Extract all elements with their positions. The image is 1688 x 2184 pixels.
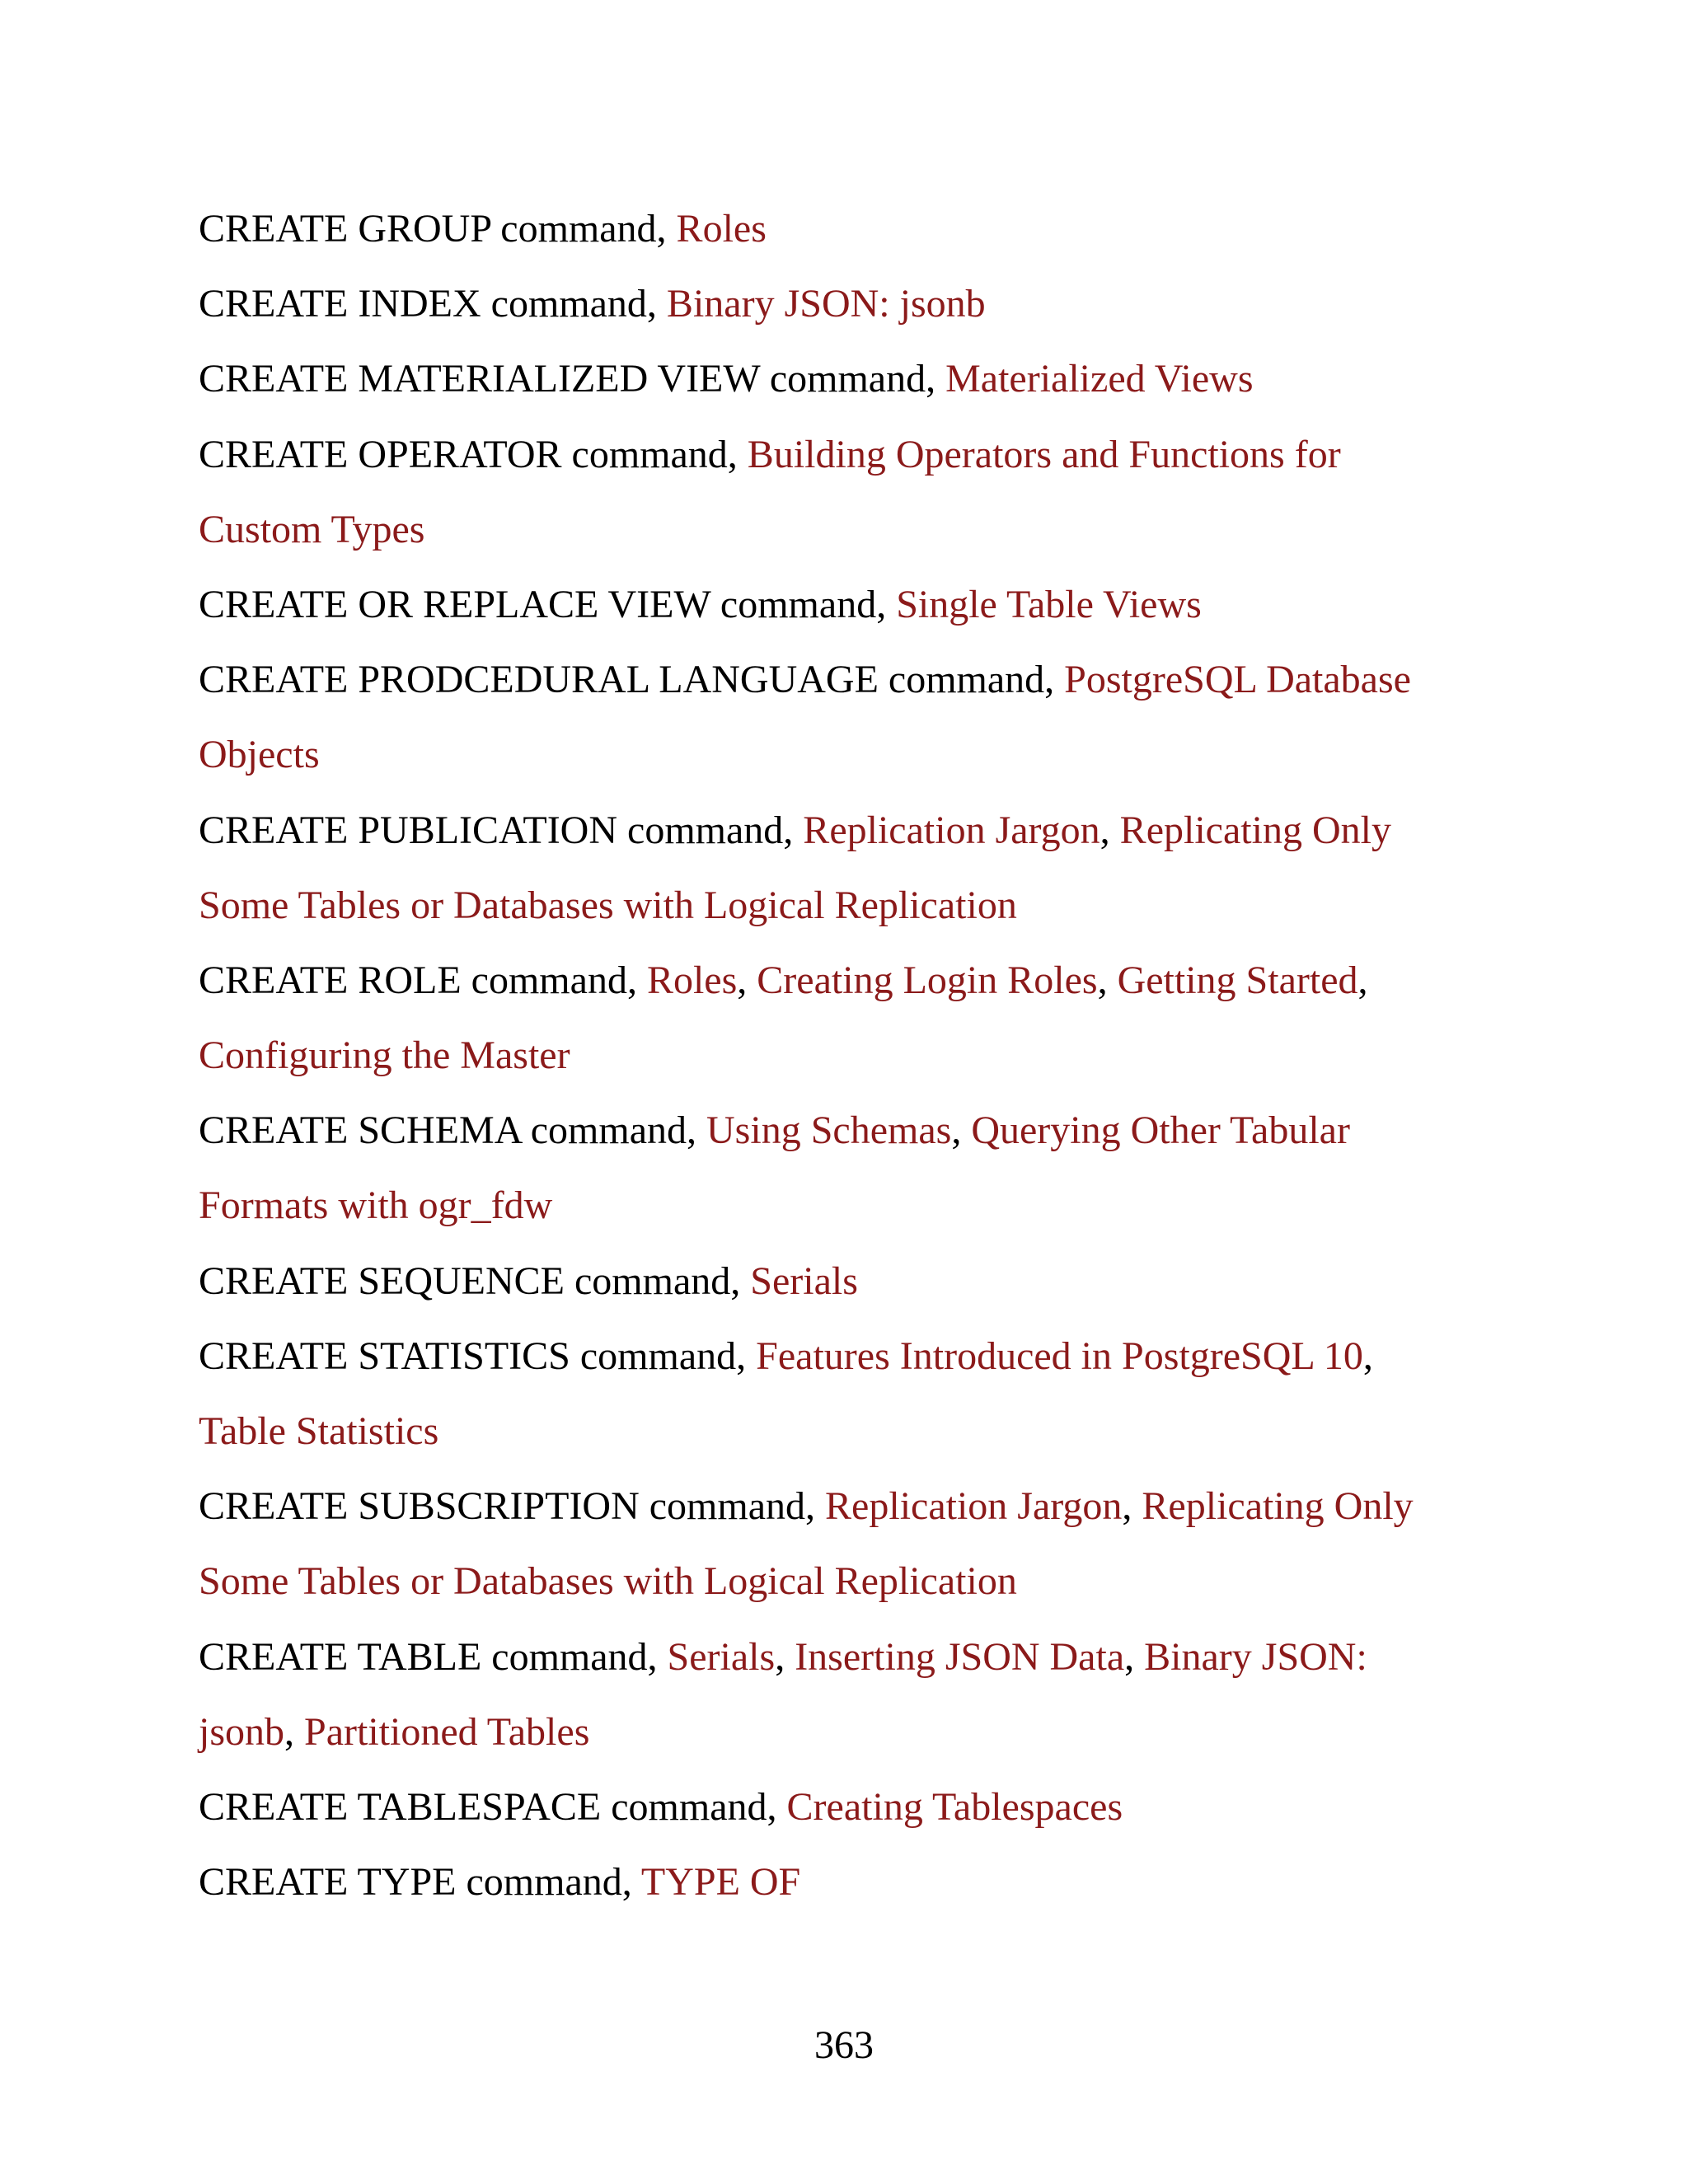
index-link[interactable]: Partitioned Tables	[304, 1709, 590, 1754]
page-number: 363	[814, 2023, 874, 2067]
index-link[interactable]: Replication Jargon	[803, 808, 1100, 852]
index-link[interactable]: Binary JSON: jsonb	[666, 282, 986, 326]
index-line	[199, 191, 1501, 266]
index-link[interactable]: PostgreSQL Database	[1064, 658, 1411, 702]
index-line	[199, 1168, 1501, 1243]
index-text: ,	[1100, 808, 1120, 852]
index-link[interactable]: Querying Other Tabular	[971, 1108, 1350, 1153]
index-line	[199, 1544, 1501, 1619]
index-link[interactable]: Binary JSON:	[1144, 1634, 1367, 1679]
index-link[interactable]: Roles	[646, 958, 738, 1002]
index-text: CREATE PUBLICATION command,	[199, 808, 804, 852]
index-line	[199, 1694, 1501, 1769]
index-text: ,	[775, 1634, 795, 1679]
index-text: CREATE INDEX command,	[199, 282, 667, 326]
index-text: ,	[1357, 958, 1368, 1002]
index-text: CREATE TABLESPACE command,	[199, 1784, 787, 1829]
index-link[interactable]: Formats with ogr_fdw	[199, 1183, 553, 1228]
index-line	[199, 1244, 1501, 1319]
index-line	[199, 1093, 1501, 1168]
index-link[interactable]: Single Table Views	[896, 582, 1202, 626]
index-link[interactable]: Table Statistics	[199, 1409, 439, 1453]
index-link[interactable]: Inserting JSON Data	[795, 1634, 1125, 1679]
index-line	[199, 1619, 1501, 1694]
index-text: ,	[1097, 958, 1118, 1002]
index-link[interactable]: Replication Jargon	[825, 1484, 1123, 1529]
index-line	[199, 943, 1501, 1018]
index-text: CREATE SUBSCRIPTION command,	[199, 1484, 826, 1529]
index-text: CREATE OPERATOR command,	[199, 432, 748, 476]
index-text: CREATE STATISTICS command,	[199, 1333, 757, 1378]
index-text: ,	[284, 1709, 305, 1754]
index-link[interactable]: Roles	[676, 207, 767, 251]
index-link[interactable]: Using Schemas	[706, 1108, 952, 1153]
index-line	[199, 717, 1501, 792]
index-line	[199, 1394, 1501, 1469]
index-line	[199, 417, 1501, 492]
index-line	[199, 341, 1501, 416]
index-link[interactable]: Building Operators and Functions for	[747, 432, 1341, 476]
index-link[interactable]: Some Tables or Databases with Logical Replication	[199, 883, 1017, 927]
index-text: CREATE PRODCEDURAL LANGUAGE command,	[199, 658, 1065, 702]
index-line	[199, 793, 1501, 868]
index-line	[199, 1018, 1501, 1093]
index-text: CREATE TABLE command,	[199, 1634, 668, 1679]
index-link[interactable]: Creating Tablespaces	[786, 1784, 1123, 1829]
index-link[interactable]: Creating Login Roles	[757, 958, 1098, 1002]
index-text: ,	[951, 1108, 972, 1153]
index-link[interactable]: Some Tables or Databases with Logical Replication	[199, 1559, 1017, 1604]
index-text: ,	[737, 958, 757, 1002]
index-line	[199, 266, 1501, 341]
index-link[interactable]: Configuring the Master	[199, 1033, 570, 1078]
index-link[interactable]: Serials	[667, 1634, 776, 1679]
index-link[interactable]: TYPE OF	[640, 1860, 801, 1905]
index-line	[199, 1769, 1501, 1844]
index-text: CREATE SCHEMA command,	[199, 1108, 707, 1153]
index-line	[199, 642, 1501, 717]
index-text: CREATE TYPE command,	[199, 1860, 641, 1905]
index-link[interactable]: Replicating Only	[1142, 1484, 1414, 1529]
index-line	[199, 567, 1501, 642]
index-text: CREATE GROUP command,	[199, 207, 677, 251]
index-text: ,	[1124, 1634, 1145, 1679]
index-line	[199, 1319, 1501, 1394]
index-link[interactable]: Getting Started	[1117, 958, 1358, 1002]
index-text: CREATE MATERIALIZED VIEW command,	[199, 357, 946, 401]
index-text: CREATE OR REPLACE VIEW command,	[199, 582, 897, 626]
index-link[interactable]: Custom Types	[199, 507, 425, 551]
index-line	[199, 1844, 1501, 1919]
index-text: ,	[1122, 1484, 1142, 1529]
index-text: ,	[1362, 1333, 1373, 1378]
index-line	[199, 492, 1501, 567]
index-link[interactable]: Objects	[199, 733, 320, 777]
index-entries	[199, 191, 1501, 1919]
index-link[interactable]: jsonb	[199, 1709, 285, 1754]
index-text: CREATE ROLE command,	[199, 958, 647, 1002]
index-text: CREATE SEQUENCE command,	[199, 1258, 751, 1303]
index-link[interactable]: Serials	[750, 1258, 858, 1303]
index-line	[199, 868, 1501, 943]
index-link[interactable]: Features Introduced in PostgreSQL 10	[756, 1333, 1363, 1378]
index-link[interactable]: Replicating Only	[1119, 808, 1391, 852]
index-line	[199, 1469, 1501, 1544]
index-link[interactable]: Materialized Views	[945, 357, 1254, 401]
